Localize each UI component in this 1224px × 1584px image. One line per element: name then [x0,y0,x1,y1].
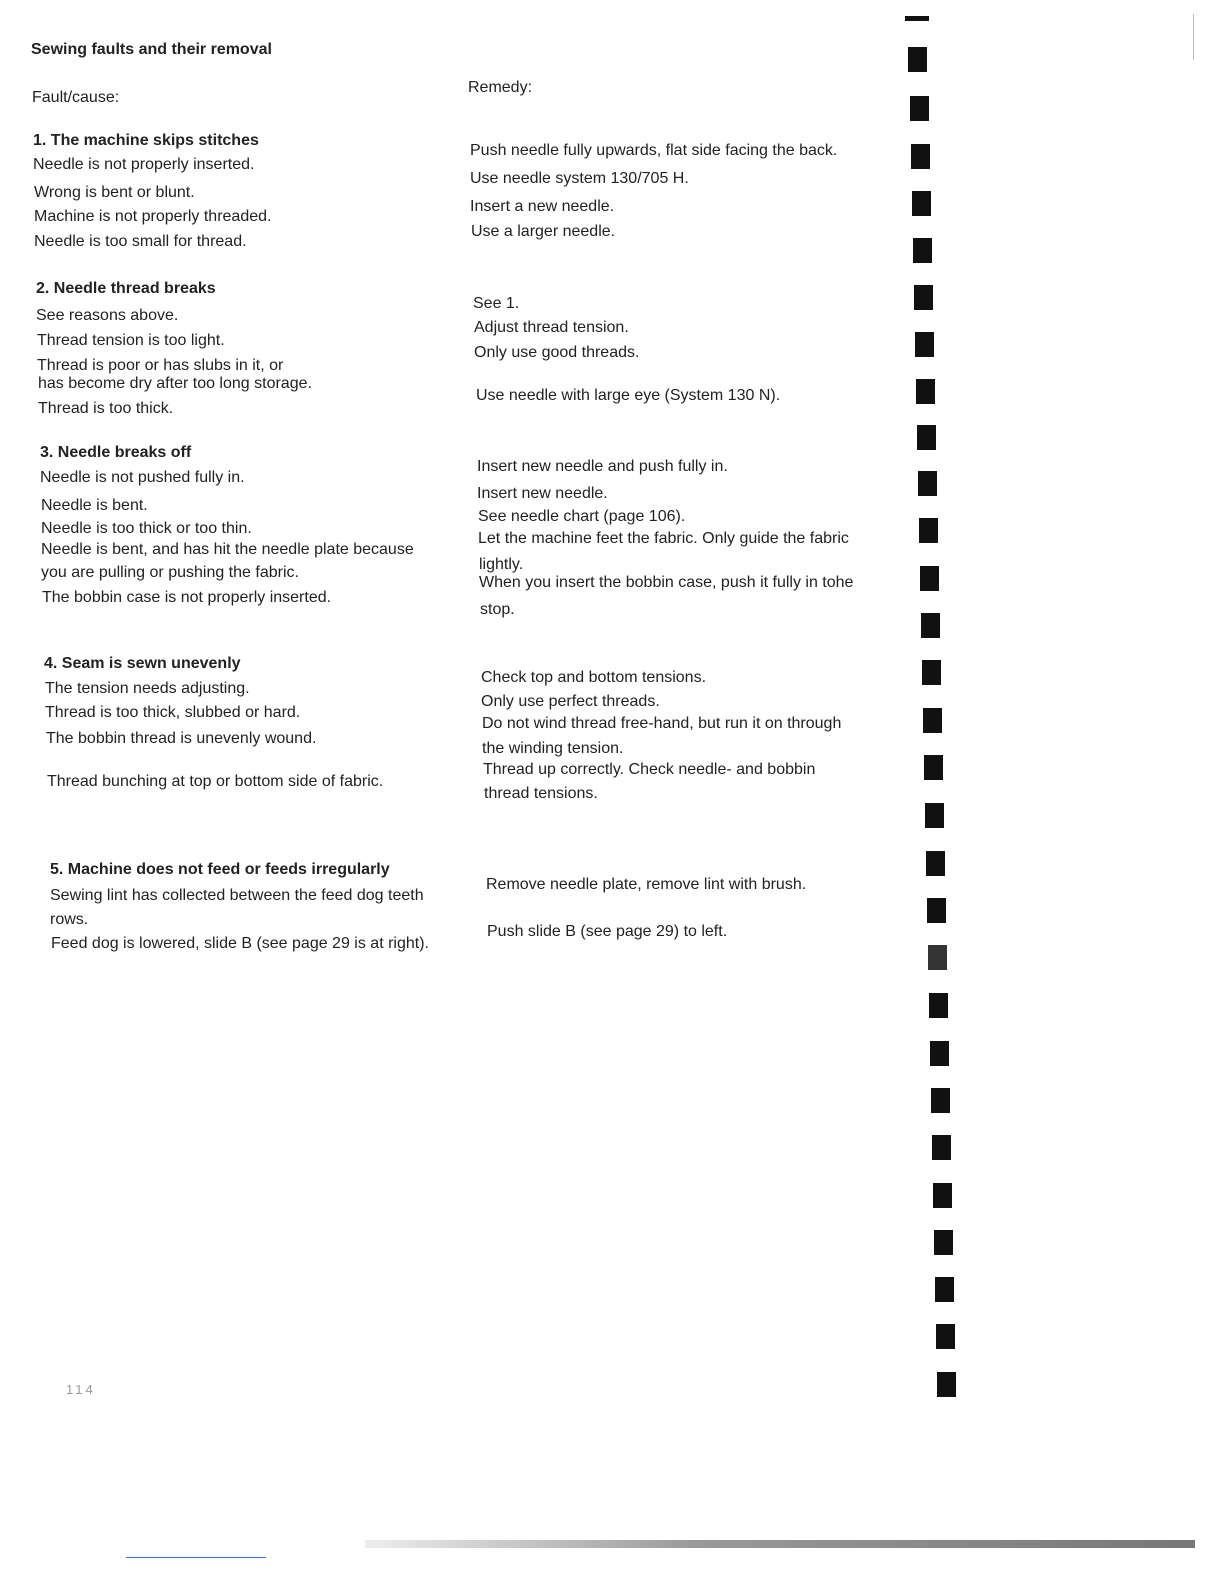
binding-hole [914,285,933,310]
remedy-line: Push slide B (see page 29) to left. [487,923,728,940]
fault-line: Needle is bent, and has hit the needle plate because [41,541,414,558]
binding-hole [927,898,946,923]
remedy-line: Adjust thread tension. [474,319,629,336]
fault-line: Sewing lint has collected between the feed dog teeth [50,887,424,904]
binding-hole [936,1324,955,1349]
binding-hole [922,660,941,685]
fault-line: Machine is not properly threaded. [34,208,272,225]
section-2-heading: 2. Needle thread breaks [36,280,216,297]
scan-edge-shadow [365,1540,1195,1548]
remedy-line: Remove needle plate, remove lint with brush. [486,876,807,893]
binding-hole [915,332,934,357]
scan-edge-line [1193,14,1194,60]
fault-line: Thread bunching at top or bottom side of fabric. [47,773,384,790]
fault-column-header: Fault/cause: [32,89,120,106]
fault-line: has become dry after too long storage. [38,375,312,392]
fault-line: Thread is too thick, slubbed or hard. [45,704,301,721]
remedy-line: Use needle with large eye (System 130 N). [476,387,781,404]
remedy-line: lightly. [479,556,524,573]
binding-hole [918,471,937,496]
page-title: Sewing faults and their removal [31,41,272,58]
remedy-line: Insert new needle. [477,485,608,502]
fault-line: Needle is not pushed fully in. [40,469,245,486]
binding-mark [905,16,929,21]
remedy-line: Push needle fully upwards, flat side facing the back. [470,142,838,159]
fault-line: Thread is too thick. [38,400,174,417]
remedy-line: Insert new needle and push fully in. [477,458,728,475]
fault-line: The bobbin thread is unevenly wound. [46,730,317,747]
page-number: 114 [66,1382,96,1397]
binding-hole [928,945,947,970]
binding-hole [923,708,942,733]
remedy-line: stop. [480,601,515,618]
remedy-column-header: Remedy: [468,79,533,96]
binding-hole [937,1372,956,1397]
binding-hole [933,1183,952,1208]
binding-hole [917,425,936,450]
binding-hole [934,1230,953,1255]
fault-line: you are pulling or pushing the fabric. [41,564,299,581]
binding-hole [924,755,943,780]
section-3-heading: 3. Needle breaks off [40,444,192,461]
binding-hole [925,803,944,828]
fault-line: Feed dog is lowered, slide B (see page 29 is at right). [51,935,429,952]
binding-hole [935,1277,954,1302]
fault-line: Needle is bent. [41,497,148,514]
binding-hole [932,1135,951,1160]
binding-hole [929,993,948,1018]
binding-hole [913,238,932,263]
section-4-heading: 4. Seam is sewn unevenly [44,655,241,672]
remedy-line: Do not wind thread free-hand, but run it on through [482,715,842,732]
binding-hole [916,379,935,404]
remedy-line: When you insert the bobbin case, push it fully in tohe [479,574,854,591]
fault-line: Wrong is bent or blunt. [34,184,195,201]
binding-hole [912,191,931,216]
scan-edge-blue-line [126,1557,266,1558]
remedy-line: See needle chart (page 106). [478,508,686,525]
fault-line: See reasons above. [36,307,179,324]
binding-hole [911,144,930,169]
remedy-line: Use needle system 130/705 H. [470,170,689,187]
binding-hole [930,1041,949,1066]
binding-hole [919,518,938,543]
binding-hole [931,1088,950,1113]
remedy-line: Use a larger needle. [471,223,616,240]
fault-line: rows. [50,911,89,928]
fault-line: Thread is poor or has slubs in it, or [37,357,284,374]
remedy-line: Thread up correctly. Check needle- and bobbin [483,761,816,778]
binding-hole [910,96,929,121]
remedy-line: Only use perfect threads. [481,693,660,710]
fault-line: Needle is too small for thread. [34,233,247,250]
fault-line: Thread tension is too light. [37,332,225,349]
section-1-heading: 1. The machine skips stitches [33,132,259,149]
remedy-line: See 1. [473,295,520,312]
fault-line: The tension needs adjusting. [45,680,250,697]
fault-line: Needle is not properly inserted. [33,156,255,173]
section-5-heading: 5. Machine does not feed or feeds irregularly [50,861,390,878]
binding-hole [926,851,945,876]
binding-hole [908,47,927,72]
binding-hole [920,566,939,591]
remedy-line: Let the machine feet the fabric. Only guide the fabric [478,530,849,547]
fault-line: The bobbin case is not properly inserted. [42,589,332,606]
remedy-line: the winding tension. [482,740,624,757]
remedy-line: thread tensions. [484,785,598,802]
remedy-line: Only use good threads. [474,344,640,361]
fault-line: Needle is too thick or too thin. [41,520,252,537]
binding-hole [921,613,940,638]
remedy-line: Insert a new needle. [470,198,615,215]
remedy-line: Check top and bottom tensions. [481,669,707,686]
